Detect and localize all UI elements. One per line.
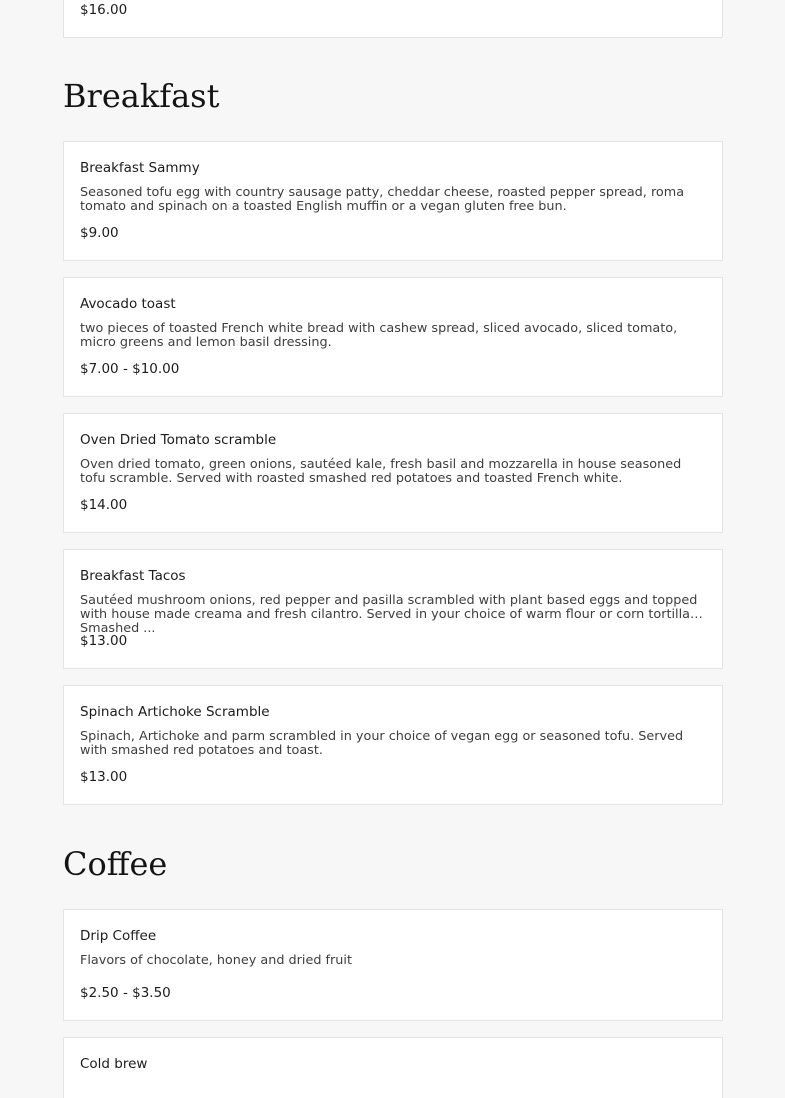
menu-item-description: Sautéed mushroom onions, red pepper and pasilla scrambled with plant based eggs and topped with house made creama and fresh cilantro. Served in your choice of warm flour or corn tortillas. Smashed ... [80,593,701,636]
menu-item-card[interactable] [63,0,723,38]
menu-item-card[interactable] [63,1037,723,1098]
menu-item-description: Oven dried tomato, green onions, sautéed kale, fresh basil and mozzarella in house seasoned tofu scramble. Served with roasted smashed red potatoes and toasted French white. [80,457,682,486]
menu-item-price: $16.00 [80,2,128,18]
menu-item-description: Spinach, Artichoke and parm scrambled in your choice of vegan egg or seasoned tofu. Served with smashed red potatoes and toast. [80,729,684,758]
menu-item-description: Flavors of chocolate, honey and dried fruit [80,953,352,968]
menu-item-price: $9.00 [80,225,119,241]
menu-item-name: Spinach Artichoke Scramble [80,704,270,720]
menu-item-name: Oven Dried Tomato scramble [80,432,277,448]
menu-item-card[interactable] [63,141,723,261]
menu-item-card[interactable] [63,277,723,397]
menu-item-card[interactable] [63,549,723,669]
menu-item-card[interactable] [63,685,723,805]
menu-item-price: $7.00 - $10.00 [80,361,180,377]
menu-item-name: Breakfast Tacos [80,568,186,584]
menu-item-card[interactable] [63,909,723,1021]
menu-item-price: $13.00 [80,633,128,649]
menu-item-price: $2.50 - $3.50 [80,985,171,1001]
menu-item-name: Breakfast Sammy [80,160,200,176]
menu-item-name: Drip Coffee [80,928,157,944]
menu-item-name: Avocado toast [80,296,176,312]
menu-item-description: two pieces of toasted French white bread with cashew spread, sliced avocado, sliced tomato, micro greens and lemon basil dressing. [80,321,678,350]
menu-item-description: Seasoned tofu egg with country sausage patty, cheddar cheese, roasted pepper spread, roma tomato and spinach on a toasted English muffin or a vegan gluten free bun. [80,185,685,214]
menu-item-name: Cold brew [80,1056,148,1072]
menu-item-price: $13.00 [80,769,128,785]
section-title-coffee: Coffee [63,845,168,883]
section-title-breakfast: Breakfast [63,77,220,115]
menu-item-card[interactable] [63,413,723,533]
menu-item-price: $14.00 [80,497,128,513]
